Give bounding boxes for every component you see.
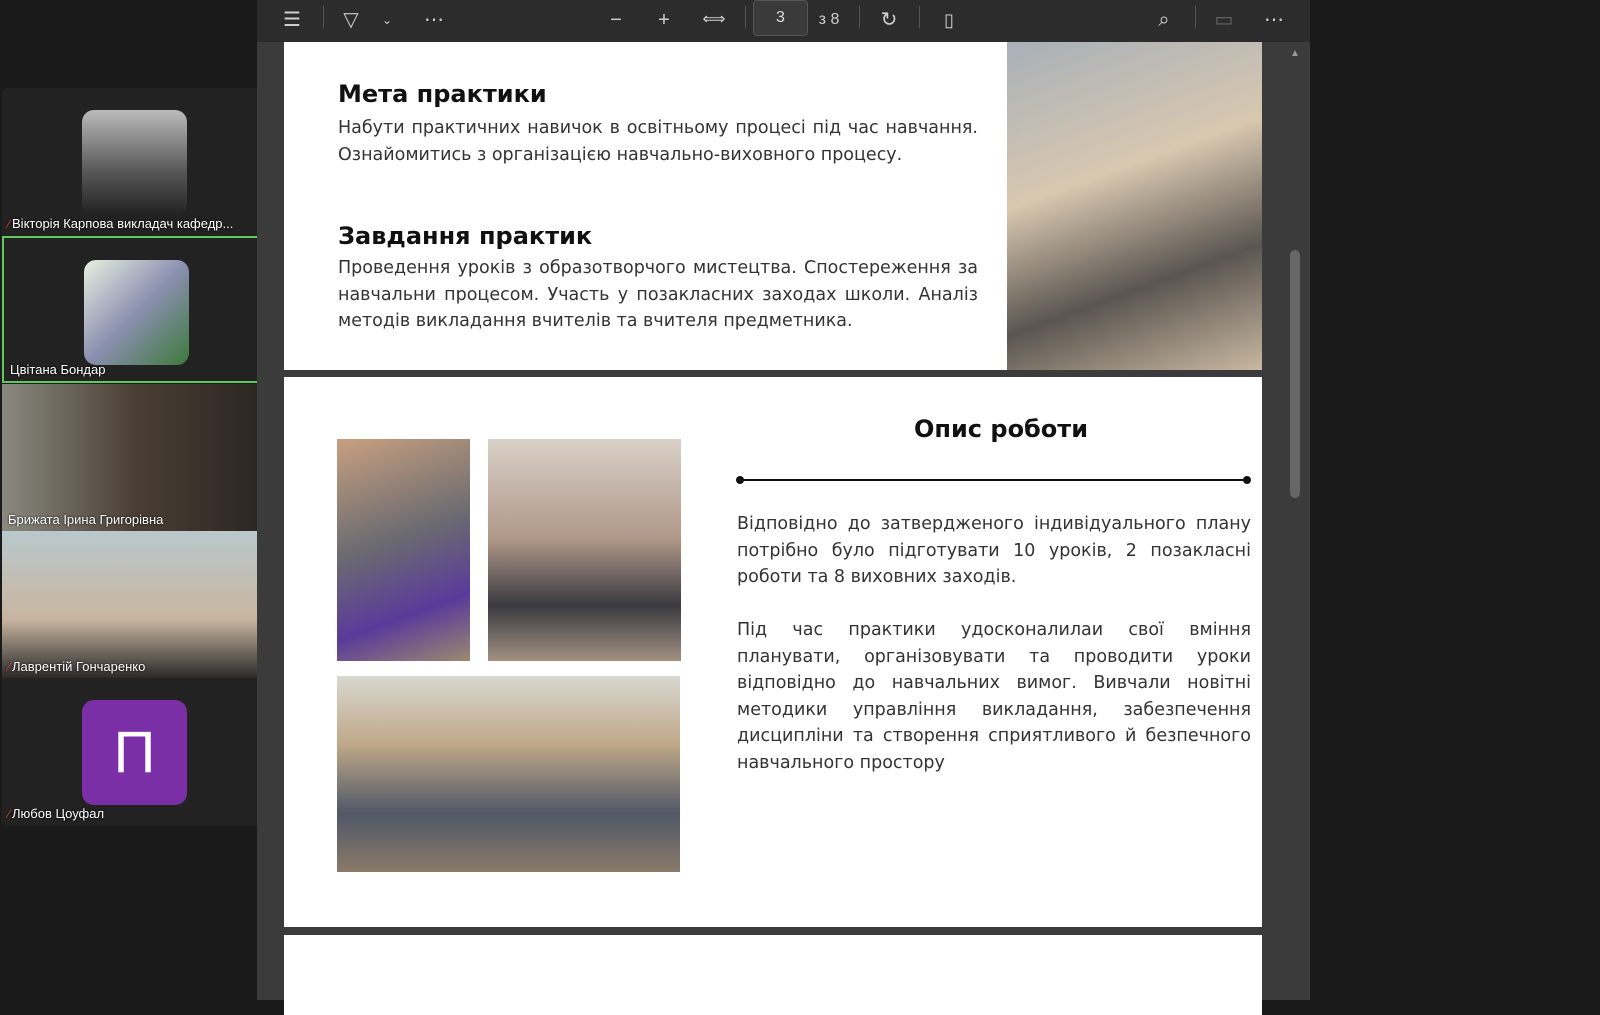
participant-name: Вікторія Карпова викладач кафедр... [12,216,234,231]
classroom-photo [1007,42,1262,370]
participant-name: Любов Цоуфал [12,806,105,821]
work-paragraph-1: Відповідно до затвердженого індивідуального плану потрібно було підготувати 10 уроків, 2 позакласні роботи та 8 виховних заходів. [737,514,1251,587]
tasks-heading: Завдання практик [338,222,593,250]
pdf-page-2 [284,42,1262,370]
page-view-icon[interactable]: ▯ [944,10,954,30]
mic-muted-icon: ⁄ [8,807,11,821]
pdf-page-3 [284,377,1262,927]
zoom-in-icon[interactable]: + [658,9,670,31]
mic-muted-icon: ⁄ [8,217,11,231]
tasks-text: Проведення уроків з образотворчого мистецтва. Спостереження за навчальни процесом. Участь у позакласних заходах школи. Аналіз методів викладання вчителів та вчителя предметника. [338,258,978,331]
page-total: з 8 [818,11,840,28]
zoom-out-icon[interactable]: − [610,9,622,31]
scroll-up-icon[interactable]: ▲ [1290,48,1300,59]
scrollbar[interactable] [1287,45,1301,1000]
outline-icon[interactable]: ☰ [283,9,301,31]
mic-muted-icon: ⁄ [8,660,11,674]
participant-tile[interactable] [2,88,266,235]
pdf-page-4 [284,935,1262,1015]
participant-name: Лаврентій Гончаренко [12,659,146,674]
pdf-viewer [257,0,1310,1000]
participants-panel [2,88,266,826]
classroom-photo [488,439,681,661]
work-heading: Опис роботи [914,415,1089,443]
divider-line [740,479,1248,481]
save-icon[interactable]: ▭ [1214,9,1234,31]
line-dot [736,476,744,484]
avatar-initial: П [82,700,187,805]
rotate-icon[interactable]: ↻ [880,9,898,31]
divider [323,6,324,28]
goal-text: Набути практичних навичок в освітньому процесі під час навчання. Ознайомитись з організацією навчально-виховного процесу. [338,118,978,165]
participant-tile[interactable] [2,678,266,825]
divider [859,6,860,28]
page-number-input[interactable]: 3 [753,0,808,36]
fit-width-icon[interactable]: ⟺ [702,11,726,28]
scrollbar-thumb[interactable] [1290,250,1300,498]
avatar [84,260,189,365]
participant-tile[interactable] [2,531,266,678]
pdf-toolbar [257,0,1310,42]
highlighter-icon[interactable]: ▽ [343,9,359,31]
lesson-photo [337,676,680,872]
work-paragraph-2: Під час практики удосконалилаи свої вміння планувати, організовувати та проводити уроки відповідно до навчальних вимог. Вивчали новітні методики управління викладання, забезпечення дисципліни та створення сприятливого й безпечного навчального простору [737,620,1251,773]
participant-name: Цвітана Бондар [10,362,106,377]
divider [745,6,746,28]
more-icon[interactable]: ⋯ [1264,9,1284,31]
participant-name: Брижата Ірина Григорівна [8,512,164,527]
avatar [82,110,187,215]
participant-tile-active[interactable] [2,236,266,383]
chevron-down-icon[interactable]: ⌄ [381,13,393,27]
participant-tile[interactable] [2,384,266,531]
art-class-photo [337,439,470,661]
line-dot [1243,476,1251,484]
divider [1195,6,1196,28]
more-icon[interactable]: ⋯ [424,9,444,31]
goal-heading: Мета практики [338,80,547,108]
divider [919,6,920,28]
search-icon[interactable]: ⌕ [1158,9,1170,31]
